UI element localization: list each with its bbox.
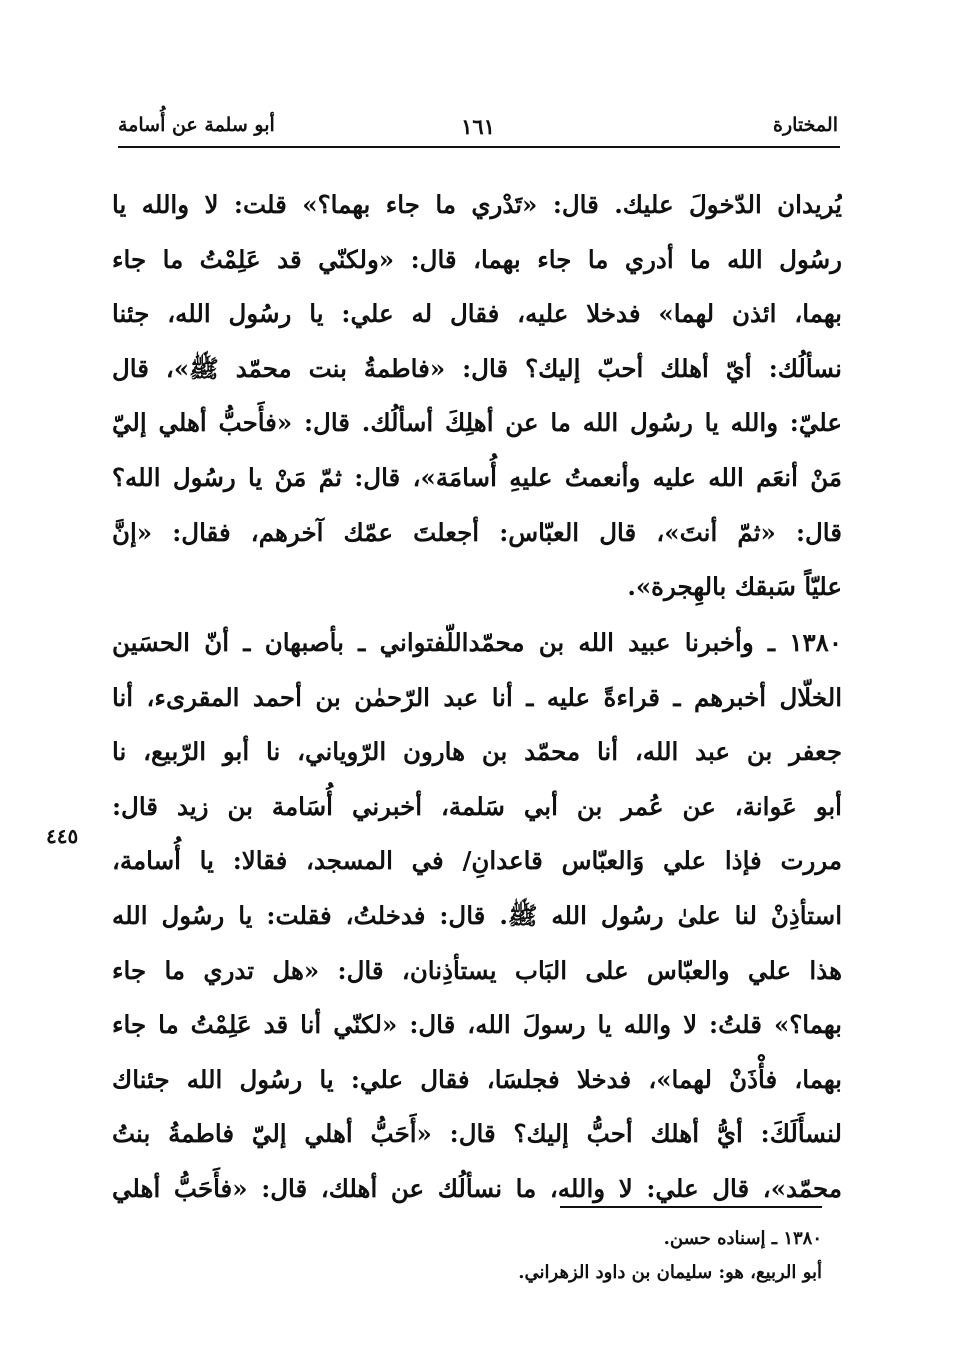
footnote-line: أبو الربيع، هو: سليمان بن داود الزهراني. <box>518 1262 822 1283</box>
text-line: مررت فإذا علي وَالعبّاس قاعدانِ/ في المسجد، فقالا: يا أُسامة، <box>112 846 842 876</box>
text-line: يُريدان الدّخولَ عليك. قال: «تَدْري ما جاء بهما؟» قلت: لا والله يا <box>112 190 842 219</box>
page-number: ١٦١ <box>461 114 495 139</box>
text-line: رسُول الله ما أدري ما جاء بهما، قال: «ولكنّي قد عَلِمْتُ ما جاء <box>112 244 842 274</box>
text-line: عليّاً سَبقك بالهِجرة». <box>627 572 842 602</box>
margin-page-reference: ٤٤٥ <box>46 824 79 848</box>
text-line: قال: «ثمّ أنتَ»، قال العبّاس: أجعلتَ عمّك آخرهم، فقال: «إنَّ <box>112 517 842 547</box>
text-line: ١٣٨٠ ـ وأخبرنا عبيد الله بن محمّداللّفتواني ـ بأصبهان ـ أنّ الحسَين <box>112 628 842 657</box>
text-line: نسألُك: أيّ أهلك أحبّ إليك؟ قال: «فاطمةُ بنت محمّد ﷺ»، قال <box>112 353 842 383</box>
text-line: مَنْ أنعَم الله عليه وأنعمتُ عليهِ أُسامَة»، قال: ثمّ مَنْ يا رسُول الله؟ <box>112 462 842 492</box>
text-line: جعفر بن عبد الله، أنا محمّد بن هارون الرّوياني، نا أبو الرّبيع، نا <box>112 737 842 767</box>
paragraph-hadith-continuation <box>112 178 842 615</box>
page-header <box>118 108 838 148</box>
text-line: بهما، ائذن لهما» فدخلا عليه، فقال له علي: يا رسُول الله، جئنا <box>112 299 842 329</box>
header-divider <box>118 146 840 148</box>
paragraph-hadith-1380 <box>112 616 842 1217</box>
text-line: استأذِنْ لنا علىٰ رسُول الله ﷺ. قال: فدخلتُ، فقلت: يا رسُول الله <box>112 900 842 930</box>
chapter-title: أبو سلمة عن أُسامة <box>118 114 275 136</box>
text-line: عليّ: والله يا رسُول الله ما عن أهلِكَ أسألُك. قال: «فأَحبُّ أهلي إليّ <box>112 408 842 438</box>
text-line: محمّد»، قال علي: لا والله، ما نسألُك عن أهلك، قال: «فأَحَبُّ أهلي <box>112 1173 842 1203</box>
text-line: لنسأَلَكَ: أيُّ أهلك أحبُّ إليك؟ قال: «أَحَبُّ أهلي إليّ فاطمةُ بنتُ <box>112 1119 842 1149</box>
text-line: الخلّال أخبرهم ـ قراءةً عليه ـ أنا عبد الرّحمٰن بن أحمد المقرىء، أنا <box>112 682 842 712</box>
text-line: بهما؟» قلتُ: لا والله يا رسولَ الله، قال: «لكنّي أنا قد عَلِمْتُ ما جاء <box>112 1010 842 1040</box>
text-line: بهما، فأْذَنْ لهما»، فدخلا فجلسَا، فقال علي: يا رسُول الله جئناك <box>112 1064 842 1094</box>
book-title: المختارة <box>773 114 838 136</box>
footnote-line: ١٣٨٠ ـ إسناده حسن. <box>663 1228 822 1249</box>
text-line: أبو عَوانة، عن عُمر بن أبي سَلمة، أخبرني أُسَامة بن زيد قال: <box>112 791 842 821</box>
footnotes <box>300 1222 822 1290</box>
text-line: هذا علي والعبّاس على البَاب يستأذِنان، قال: «هل تدري ما جاء <box>112 955 842 985</box>
footnote-divider <box>560 1206 822 1208</box>
